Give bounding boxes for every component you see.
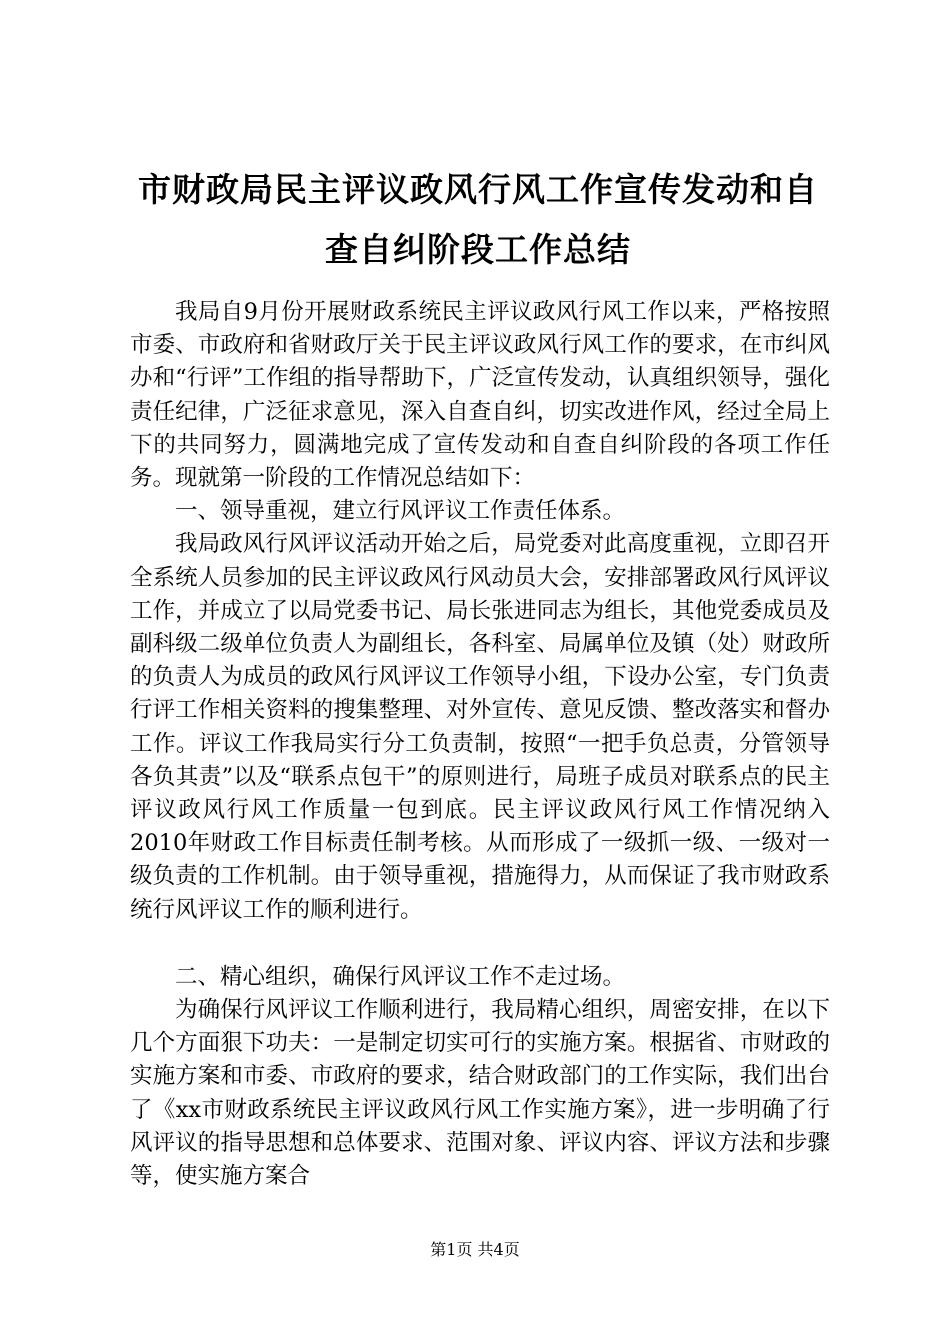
page-number: 第1页 共4页 [430,1240,520,1259]
section-2-paragraph: 为确保行风评议工作顺利进行，我局精心组织，周密安排，在以下几个方面狠下功夫：一是制定切实可行的实施方案。根据省、市财政的实施方案和市委、市政府的要求，结合财政部门的工作实际，我们出台了《xx市财政系统民主评议政风行风工作实施方案》，进一步明确了行风评议的指导思想和总体要求、范围对象、评议内容、评议方法和步骤等，使实施方案合 [130,997,830,1190]
title-line-1: 市财政局民主评议政风行风工作宣传发动和自 [138,170,818,209]
section-heading-2: 二、精心组织，确保行风评议工作不走过场。 [175,963,626,990]
page-footer [0,1240,950,1260]
intro-paragraph: 我局自9月份开展财政系统民主评议政风行风工作以来，严格按照市委、市政府和省财政厅关于民主评议政风行风工作的要求，在市纠风办和“行评”工作组的指导帮助下，广泛宣传发动，认真组织领导，强化责任纪律，广泛征求意见，深入自查自纠，切实改进作风，经过全局上下的共同努力，圆满地完成了宣传发动和自查自纠阶段的各项工作任务。现就第一阶段的工作情况总结如下： [130,299,830,492]
section-heading-1: 一、领导重视，建立行风评议工作责任体系。 [175,498,626,525]
section-1-paragraph: 我局政风行风评议活动开始之后，局党委对此高度重视，立即召开全系统人员参加的民主评议政风行风动员大会，安排部署政风行风评议工作，并成立了以局党委书记、局长张进同志为组长，其他党委成员及副科级二级单位负责人为副组长，各科室、局属单位及镇（处）财政所的负责人为成员的政风行风评议工作领导小组，下设办公室，专门负责行评工作相关资料的搜集整理、对外宣传、意见反馈、整改落实和督办工作。评议工作我局实行分工负责制，按照“一把手负总责，分管领导各负其责”以及“联系点包干”的原则进行，局班子成员对联系点的民主评议政风行风工作质量一包到底。民主评议政风行风工作情况纳入2010年财政工作目标责任制考核。从而形成了一级抓一级、一级对一级负责的工作机制。由于领导重视，措施得力，从而保证了我市财政系统行风评议工作的顺利进行。 [130,531,830,923]
document-title [128,160,828,280]
title-line-2: 查自纠阶段工作总结 [325,230,631,269]
document-body [130,296,830,1193]
